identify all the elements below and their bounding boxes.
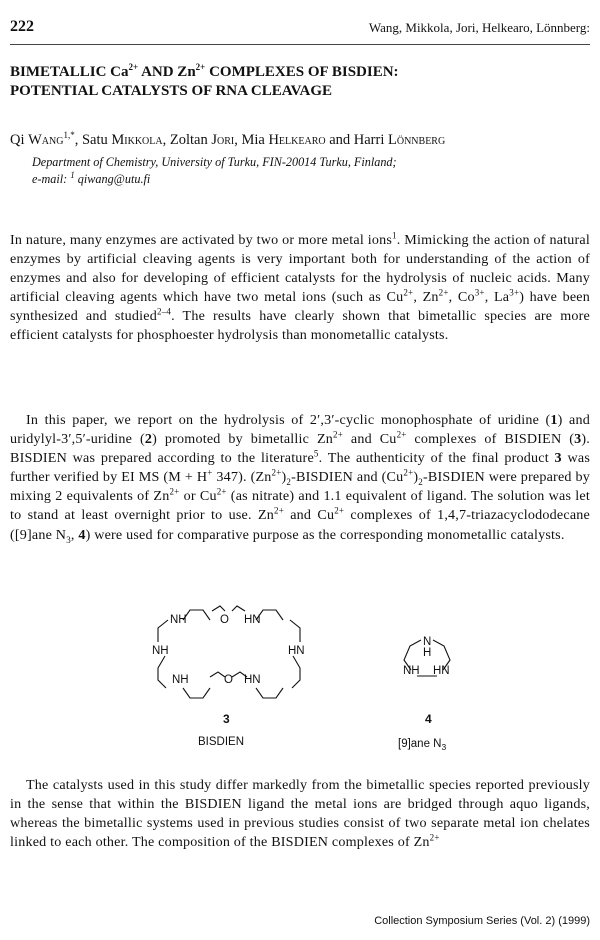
bisdien-hn-mid-right: HN xyxy=(288,645,305,657)
bisdien-hn-bottom-right: HN xyxy=(244,674,261,686)
tacn-hn-right: HN xyxy=(433,665,450,677)
running-head: Wang, Mikkola, Jori, Helkearo, Lönnberg: xyxy=(368,20,590,35)
bisdien-nh-bottom-left: NH xyxy=(172,674,189,686)
bisdien-o-top: O xyxy=(220,614,229,626)
bisdien-hn-top-right: HN xyxy=(244,614,261,626)
bisdien-o-bottom: O xyxy=(224,674,233,686)
compound-number-4: 4 xyxy=(425,712,432,726)
page-number: 222 xyxy=(10,18,34,35)
bisdien-nh-top-left: NH xyxy=(170,614,187,626)
tacn-n-top: N xyxy=(423,636,432,648)
compound-name-tacn: [9]ane $N_3$ xyxy=(398,738,447,752)
paragraph-discussion: The catalysts used in this study differ markedly from the bimetallic species reported previously in the sense that within the BISDIEN ligand the metal ions are bridged through aquo ligands, whereas the bimetallic systems used in previous studies consist of two separate metal ion chelates linked to each other. The composition of the BISDIEN complexes of $Zn^{2+}$ xyxy=(10,777,590,851)
tacn-h-top: H xyxy=(423,647,432,659)
page-header xyxy=(10,18,590,40)
compound-name-bisdien: BISDIEN xyxy=(198,736,245,748)
tacn-nh-left: NH xyxy=(403,665,420,677)
paper-title: BIMETALLIC $Ca^{2+}$ AND $Zn^{2+}$ COMPLEXES OF BISDIEN: POTENTIAL CATALYSTS OF RNA CLEAVAGE xyxy=(10,62,399,99)
paragraph-intro: In nature, many enzymes are activated by two or more metal ions$^1$. Mimicking the action of natural enzymes by artificial cleaving agents is very important both for understanding of the action of enzymes and also for developing of efficient catalysts for the hydrolysis of nucleic acids. Many artificial cleaving agents which have two metal ions (such as $Cu^{2+}$, $Zn^{2+}$, $Co^{3+}$, $La^{3+}$) have been synthesized and studied$^{2-4}$. The results have clearly shown that bimetallic species are more efficient catalysts for phosphoester hydrolysis than monometallic catalysts. xyxy=(10,230,591,344)
email-link[interactable]: qiwang@utu.fi xyxy=(74,172,151,186)
compound-number-3: 3 xyxy=(223,712,230,726)
affiliation: Department of Chemistry, University of Turku, FIN-20014 Turku, Finland; e-mail: $^1$ qiwang@utu.fi xyxy=(32,155,397,186)
page-footer: Collection Symposium Series (Vol. 2) (1999) xyxy=(374,915,590,927)
author-list: Qi Wang$^{1,*}$, Satu Mikkola, Zoltan Jori, Mia Helkearo and Harri Lönnberg xyxy=(10,130,446,148)
header-rule xyxy=(10,44,590,45)
structures-figure xyxy=(0,590,600,760)
paragraph-methods: In this paper, we report on the hydrolysis of 2′,3′-cyclic monophosphate of uridine (1) and uridylyl-3′,5′-uridine (2) promoted by bimetallic $Zn^{2+}$ and $Cu^{2+}$ complexes of BISDIEN (3). BISDIEN was prepared according to the literature$^5$. The authenticity of the final product 3 was further verified by EI MS (M + H+ 347). $(Zn^{2+})_2$-BISDIEN and $(Cu^{2+})_2$-BISDIEN were prepared by mixing 2 equivalents of $Zn^{2+}$ or $Cu^{2+}$ (as nitrate) and 1.1 equivalent of ligand. The solution was let to stand at least overnight prior to use. $Zn^{2+}$ and $Cu^{2+}$ complexes of 1,4,7-triazacyclododecane ([9]ane $N_3$, 4) were used for comparative purpose as the corresponding monometallic catalysts. xyxy=(10,412,590,545)
bisdien-nh-mid-left: NH xyxy=(152,645,169,657)
